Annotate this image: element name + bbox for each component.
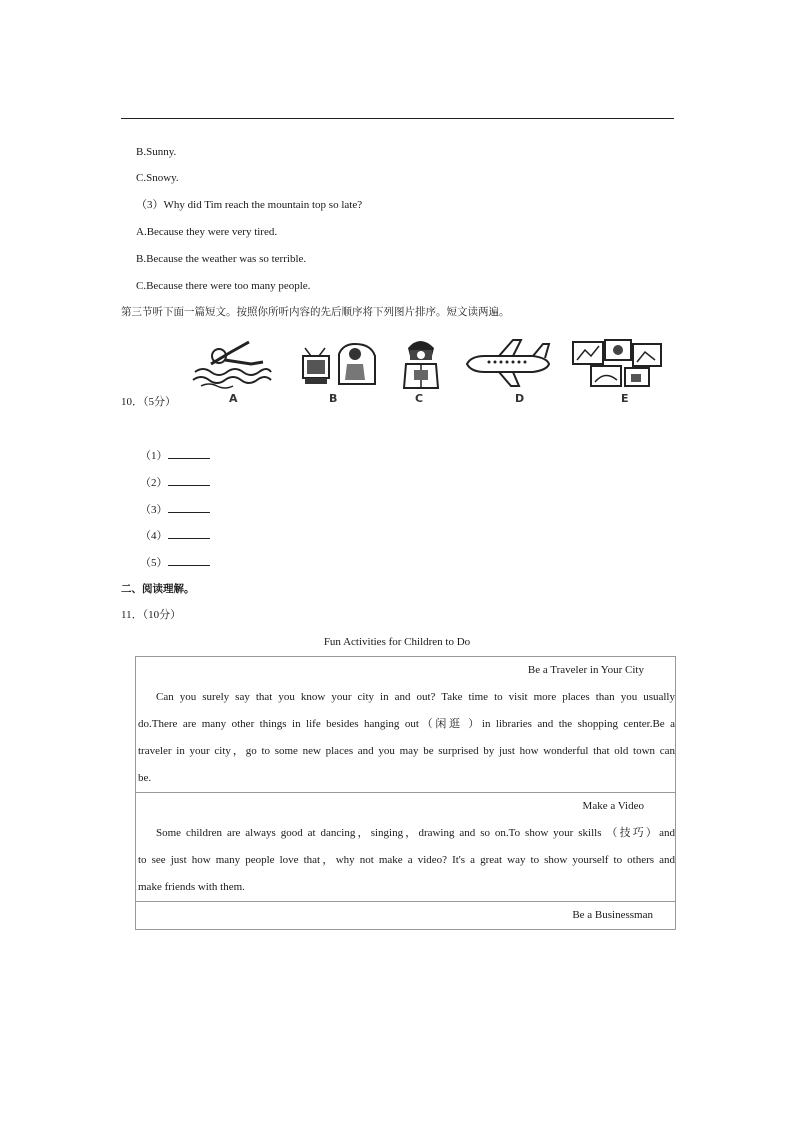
q3-option-c: C.Because there were too many people. <box>136 280 311 292</box>
section-paragraph <box>138 820 675 901</box>
person-with-camera-icon <box>400 334 442 390</box>
passage-title: Fun Activities for Children to Do <box>323 636 471 648</box>
answer-blank[interactable] <box>168 502 210 513</box>
q2-option-b: B.Sunny. <box>136 146 177 158</box>
paragraph-line: do.There are many other things in life besides hanging out（闲逛 ）in libraries and the shopping center.Be a <box>138 718 675 730</box>
answer-slot-label: （2） <box>140 477 168 489</box>
table-row <box>136 657 676 793</box>
section-cell <box>136 902 676 930</box>
answer-slot-label: （3） <box>140 504 168 516</box>
reading-section-title: 二、阅读理解。 <box>121 583 195 595</box>
paintings-icon <box>571 334 663 390</box>
answer-slot-5[interactable] <box>140 555 210 570</box>
section-title: Make a Video <box>582 800 644 812</box>
picture-label-b: B <box>329 392 338 405</box>
person-watching-tv-icon <box>299 334 379 390</box>
q10-header: 10．（5分） <box>121 396 176 408</box>
picture-label-e: E <box>621 392 629 405</box>
paragraph-line: be. <box>138 772 152 784</box>
q3-question: （3）Why did Tim reach the mountain top so late? <box>136 199 363 211</box>
paragraph-line: to see just how many people love that，why not make a video? It's a great way to show yourself to others and <box>138 854 675 866</box>
paragraph-line: Can you surely say that you know your city in and out? Take time to visit more places than you usually <box>156 691 675 703</box>
section-title: Be a Businessman <box>572 909 653 921</box>
paragraph-line: make friends with them. <box>138 881 245 893</box>
section-title: Be a Traveler in Your City <box>527 664 644 676</box>
q11-header: 11．（10分） <box>121 609 182 621</box>
answer-slot-label: （5） <box>140 557 168 569</box>
header-rule <box>121 118 674 119</box>
section-cell <box>136 657 676 793</box>
answer-slot-label: （4） <box>140 530 168 542</box>
section3-instruction: 第三节听下面一篇短文。按照你所听内容的先后顺序将下列图片排序。短文读两遍。 <box>121 306 510 318</box>
swimmer-icon <box>191 334 273 390</box>
section-paragraph <box>138 684 675 792</box>
answer-slot-4[interactable] <box>140 528 210 543</box>
section-cell <box>136 793 676 902</box>
answer-slot-2[interactable] <box>140 475 210 490</box>
answer-slot-1[interactable] <box>140 448 210 463</box>
table-row <box>136 902 676 930</box>
picture-label-d: D <box>515 392 525 405</box>
q3-option-b: B.Because the weather was so terrible. <box>136 253 307 265</box>
picture-label-a: A <box>229 392 238 405</box>
airplane-icon <box>463 334 551 390</box>
paragraph-line: Some children are always good at dancing，singing，drawing and so on.To show your skills （技巧）and <box>156 827 675 839</box>
answer-slot-3[interactable] <box>140 502 210 517</box>
answer-blank[interactable] <box>168 528 210 539</box>
q2-option-c: C.Snowy. <box>136 172 179 184</box>
answer-blank[interactable] <box>168 555 210 566</box>
q3-option-a: A.Because they were very tired. <box>136 226 278 238</box>
answer-blank[interactable] <box>168 448 210 459</box>
picture-label-c: C <box>415 392 424 405</box>
table-row <box>136 793 676 902</box>
reading-table <box>135 656 676 930</box>
answer-slot-label: （1） <box>140 450 168 462</box>
answer-blank[interactable] <box>168 475 210 486</box>
paragraph-line: traveler in your city，go to some new places and you may be surprised by just how wonderful that old town can <box>138 745 675 757</box>
